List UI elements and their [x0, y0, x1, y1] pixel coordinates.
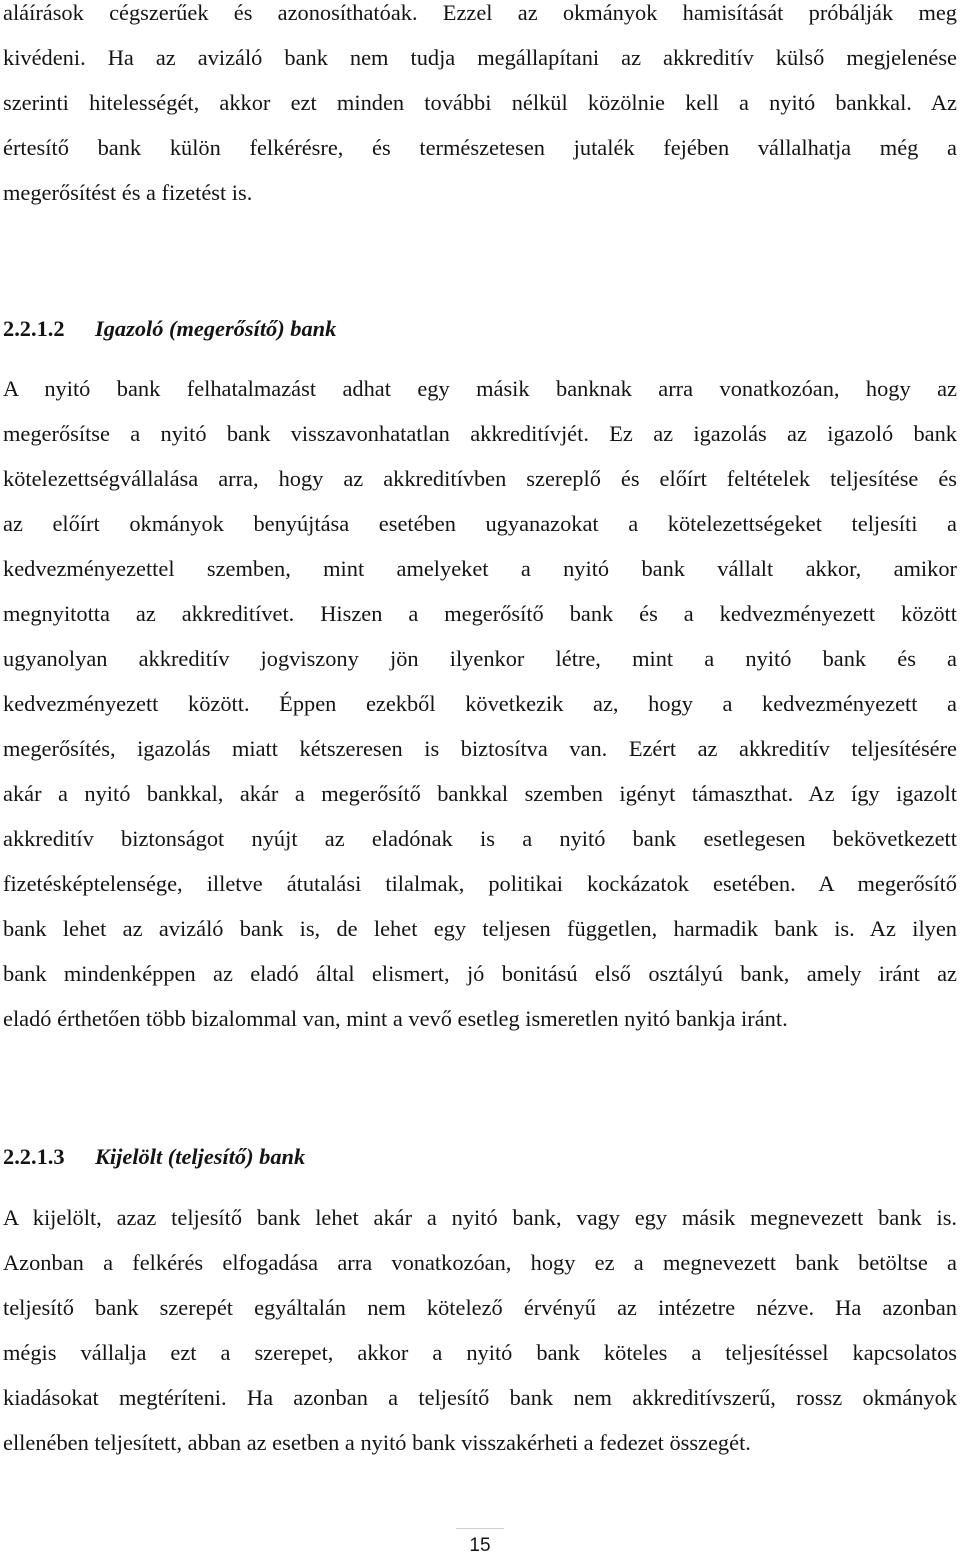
text-line: kedvezményezettel szemben, mint amelyeket a nyitó bank vállalt akkor, amikor — [3, 556, 957, 581]
text-line: fizetésképtelensége, illetve átutalási tilalmak, politikai kockázatok esetében. A megerősítő — [3, 871, 957, 896]
text-line: megerősítse a nyitó bank visszavonhatatlan akkreditívjét. Ez az igazolás az igazoló bank — [3, 421, 957, 446]
text-line: szerinti hitelességét, akkor ezt minden további nélkül közölnie kell a nyitó bankkal. Az — [3, 90, 957, 115]
section-number: 2.2.1.2 — [3, 316, 65, 341]
text-line: bank mindenképpen az eladó által elismert, jó bonitású első osztályú bank, amely iránt az — [3, 961, 957, 986]
text-line: akár a nyitó bankkal, akár a megerősítő bankkal szemben igényt támaszthat. Az így igazolt — [3, 781, 957, 806]
text-line: megerősítést és a fizetést is. — [3, 180, 253, 205]
text-line: akkreditív biztonságot nyújt az eladónak is a nyitó bank esetlegesen bekövetkezett — [3, 826, 957, 851]
text-line: ugyanolyan akkreditív jogviszony jön ilyenkor létre, mint a nyitó bank és a — [3, 646, 957, 671]
section-heading-2-2-1-2 — [3, 314, 336, 344]
section-heading-2-2-1-3 — [3, 1142, 305, 1172]
text-line: kivédeni. Ha az avizáló bank nem tudja megállapítani az akkreditív külső megjelenése — [3, 45, 957, 70]
text-line: bank lehet az avizáló bank is, de lehet egy teljesen független, harmadik bank is. Az ilyen — [3, 916, 957, 941]
text-line: kötelezettségvállalása arra, hogy az akkreditívben szereplő és előírt feltételek teljesítése és — [3, 466, 957, 491]
section-title: Kijelölt (teljesítő) bank — [95, 1144, 306, 1169]
text-line: aláírások cégszerűek és azonosíthatóak. Ezzel az okmányok hamisítását próbálják meg — [3, 0, 957, 25]
text-line: eladó érthetően több bizalommal van, mint a vevő esetleg ismeretlen nyitó bankja iránt. — [3, 1006, 788, 1031]
section-2-2-1-3-body — [3, 1195, 957, 1465]
intro-paragraph — [3, 0, 957, 215]
section-2-2-1-2-body — [3, 366, 957, 1041]
text-line: értesítő bank külön felkérésre, és természetesen jutalék fejében vállalhatja még a — [3, 135, 957, 160]
text-line: mégis vállalja ezt a szerepet, akkor a nyitó bank köteles a teljesítéssel kapcsolatos — [3, 1340, 957, 1365]
text-line: ellenében teljesített, abban az esetben a nyitó bank visszakérheti a fedezet összegét. — [3, 1430, 751, 1455]
page-number: 15 — [469, 1535, 491, 1556]
text-line: az előírt okmányok benyújtása esetében ugyanazokat a kötelezettségeket teljesíti a — [3, 511, 957, 536]
text-line: A kijelölt, azaz teljesítő bank lehet akár a nyitó bank, vagy egy másik megnevezett bank is. — [3, 1205, 957, 1230]
text-line: A nyitó bank felhatalmazást adhat egy másik banknak arra vonatkozóan, hogy az — [3, 376, 957, 401]
footer-divider — [456, 1528, 504, 1529]
text-line: kiadásokat megtéríteni. Ha azonban a teljesítő bank nem akkreditívszerű, rossz okmányok — [3, 1385, 957, 1410]
text-line: teljesítő bank szerepét egyáltalán nem kötelező érvényű az intézetre nézve. Ha azonban — [3, 1295, 957, 1320]
text-line: megerősítés, igazolás miatt kétszeresen is biztosítva van. Ezért az akkreditív teljesítésére — [3, 736, 957, 761]
section-title: Igazoló (megerősítő) bank — [95, 316, 337, 341]
section-number: 2.2.1.3 — [3, 1144, 65, 1169]
text-line: Azonban a felkérés elfogadása arra vonatkozóan, hogy ez a megnevezett bank betöltse a — [3, 1250, 957, 1275]
text-line: megnyitotta az akkreditívet. Hiszen a megerősítő bank és a kedvezményezett között — [3, 601, 957, 626]
text-line: kedvezményezett között. Éppen ezekből következik az, hogy a kedvezményezett a — [3, 691, 957, 716]
